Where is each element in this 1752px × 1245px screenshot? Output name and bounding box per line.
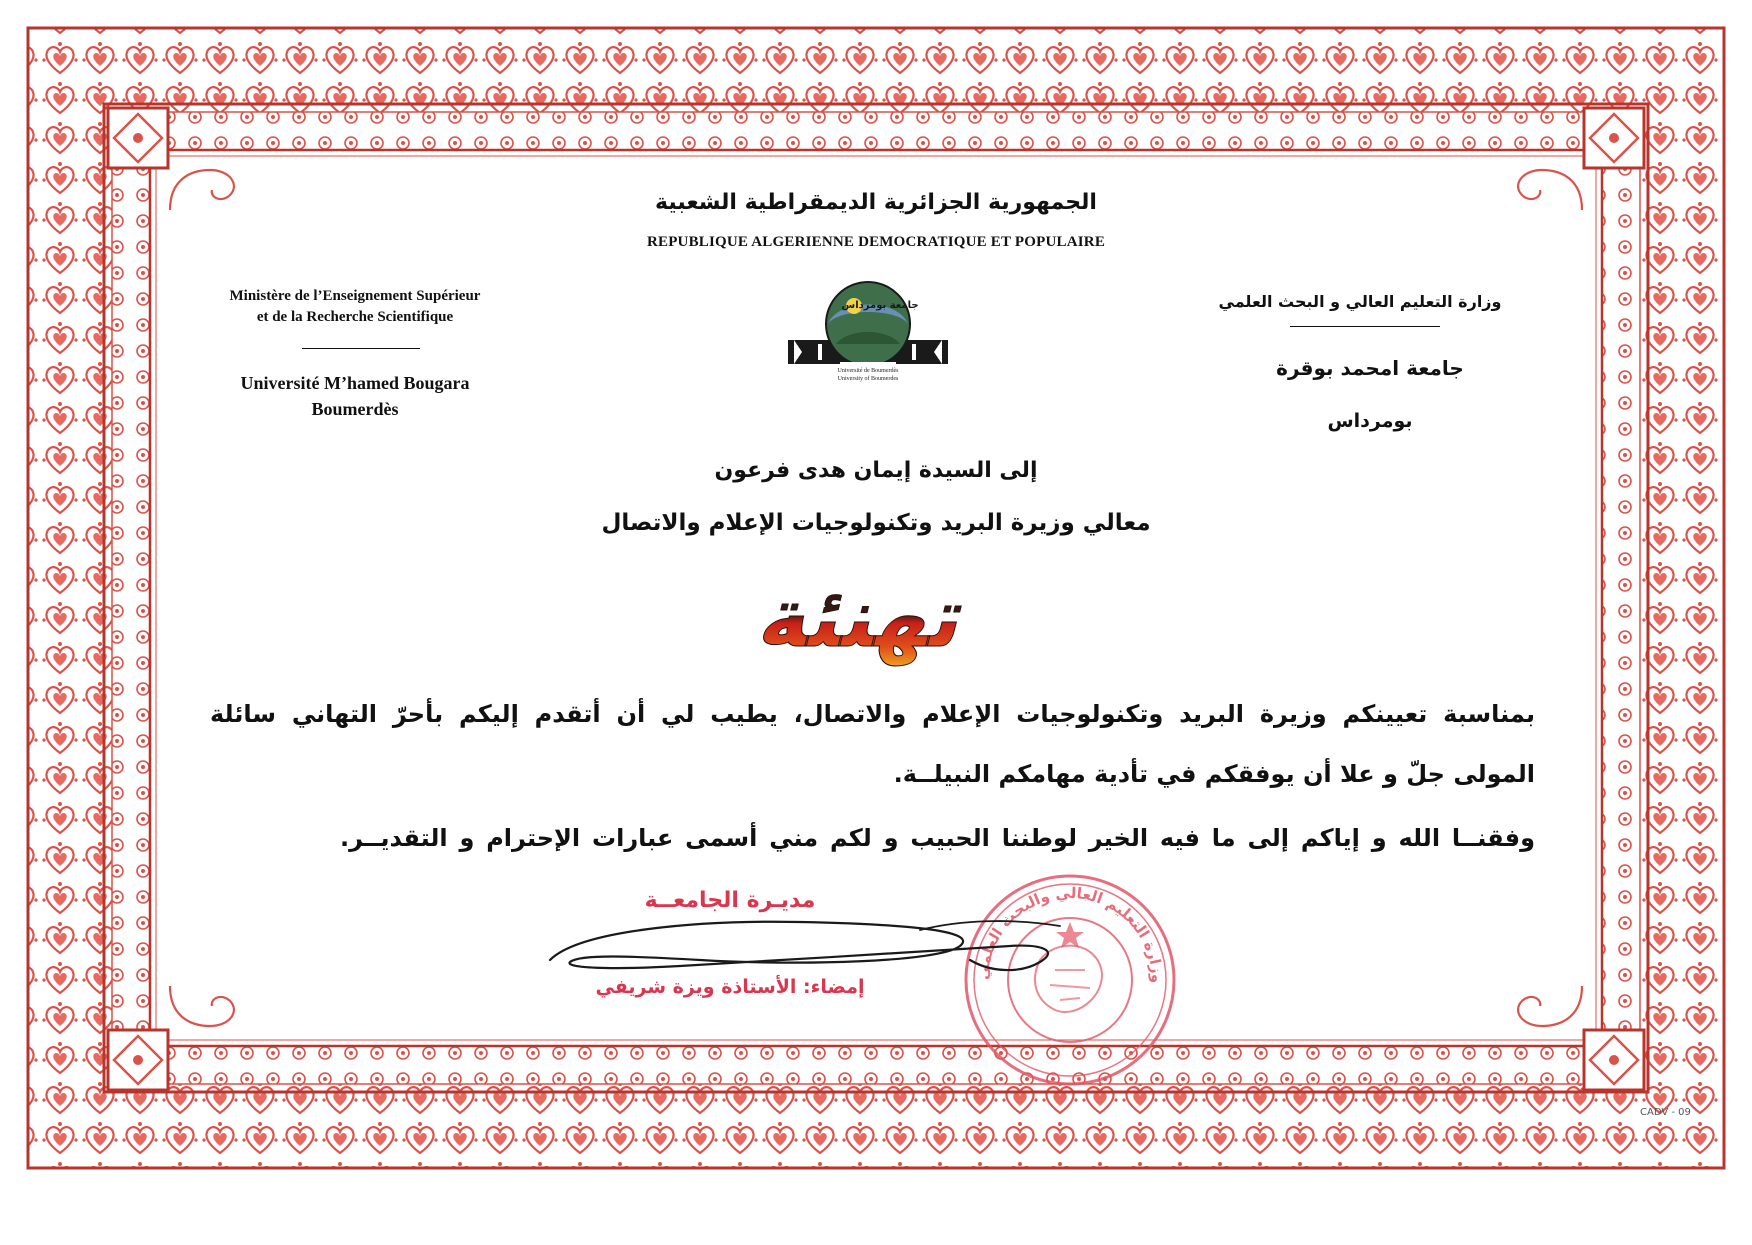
ministry-line-1: Ministère de l’Enseignement Supérieur <box>229 288 481 304</box>
country-title-french: REPUBLIQUE ALGERIENNE DEMOCRATIQUE ET POPULAIRE <box>646 234 1106 250</box>
logo-caption-english: University of Boumerdes <box>837 376 899 382</box>
body-paragraph-line-3: وفقنــا الله و إياكم إلى ما فيه الخير لوطننا الحبيب و لكم مني أسمى عبارات الإحترام و التقديــر. <box>340 824 1535 852</box>
body-paragraph-line-2: المولى جلّ و علا أن يوفقكم في تأدية مهامكم النبيلــة. <box>893 760 1535 788</box>
university-name-arabic: جامعة امحمد بوقرة <box>1276 356 1464 380</box>
signatory-name: إمضاء: الأستاذة ويزة شريفي <box>595 976 865 998</box>
stamp-text: وزارة التعليم العالي والبحث العلمي <box>973 883 1167 984</box>
country-title-arabic: الجمهورية الجزائرية الديمقراطية الشعبية <box>655 190 1097 215</box>
body-paragraph-line-1: بمناسبة تعيينكم وزيرة البريد وتكنولوجيات الإعلام والاتصال، يطيب لي أن أتقدم إليكم بأحرّ التهاني سائلة <box>210 700 1535 728</box>
university-line-2: Boumerdès <box>311 399 399 419</box>
recipient-title: معالي وزيرة البريد وتكنولوجيات الإعلام والاتصال <box>601 510 1151 536</box>
divider <box>1290 326 1440 327</box>
ministry-name-arabic: وزارة التعليم العالي و البحث العلمي <box>1218 292 1502 311</box>
document-code: CADV - 09 <box>1640 1107 1691 1118</box>
university-logo <box>788 278 948 388</box>
headline-calligraphy <box>640 560 1080 670</box>
university-line-1: Université M’hamed Bougara <box>240 373 470 393</box>
university-name-french <box>170 370 540 422</box>
signatory-title: مديـرة الجامعــة <box>644 888 816 913</box>
ministry-line-2: et de la Recherche Scientifique <box>256 309 454 325</box>
logo-caption-french: Université de Boumerdès <box>837 368 899 374</box>
headline-text: تهنئة <box>750 570 977 666</box>
recipient-name: إلى السيدة إيمان هدى فرعون <box>714 458 1038 483</box>
divider <box>302 348 420 349</box>
city-name-arabic: بومرداس <box>1327 410 1413 432</box>
logo-arabic-name: جامعة بومرداس <box>841 300 919 311</box>
ministry-name-french <box>170 286 540 328</box>
